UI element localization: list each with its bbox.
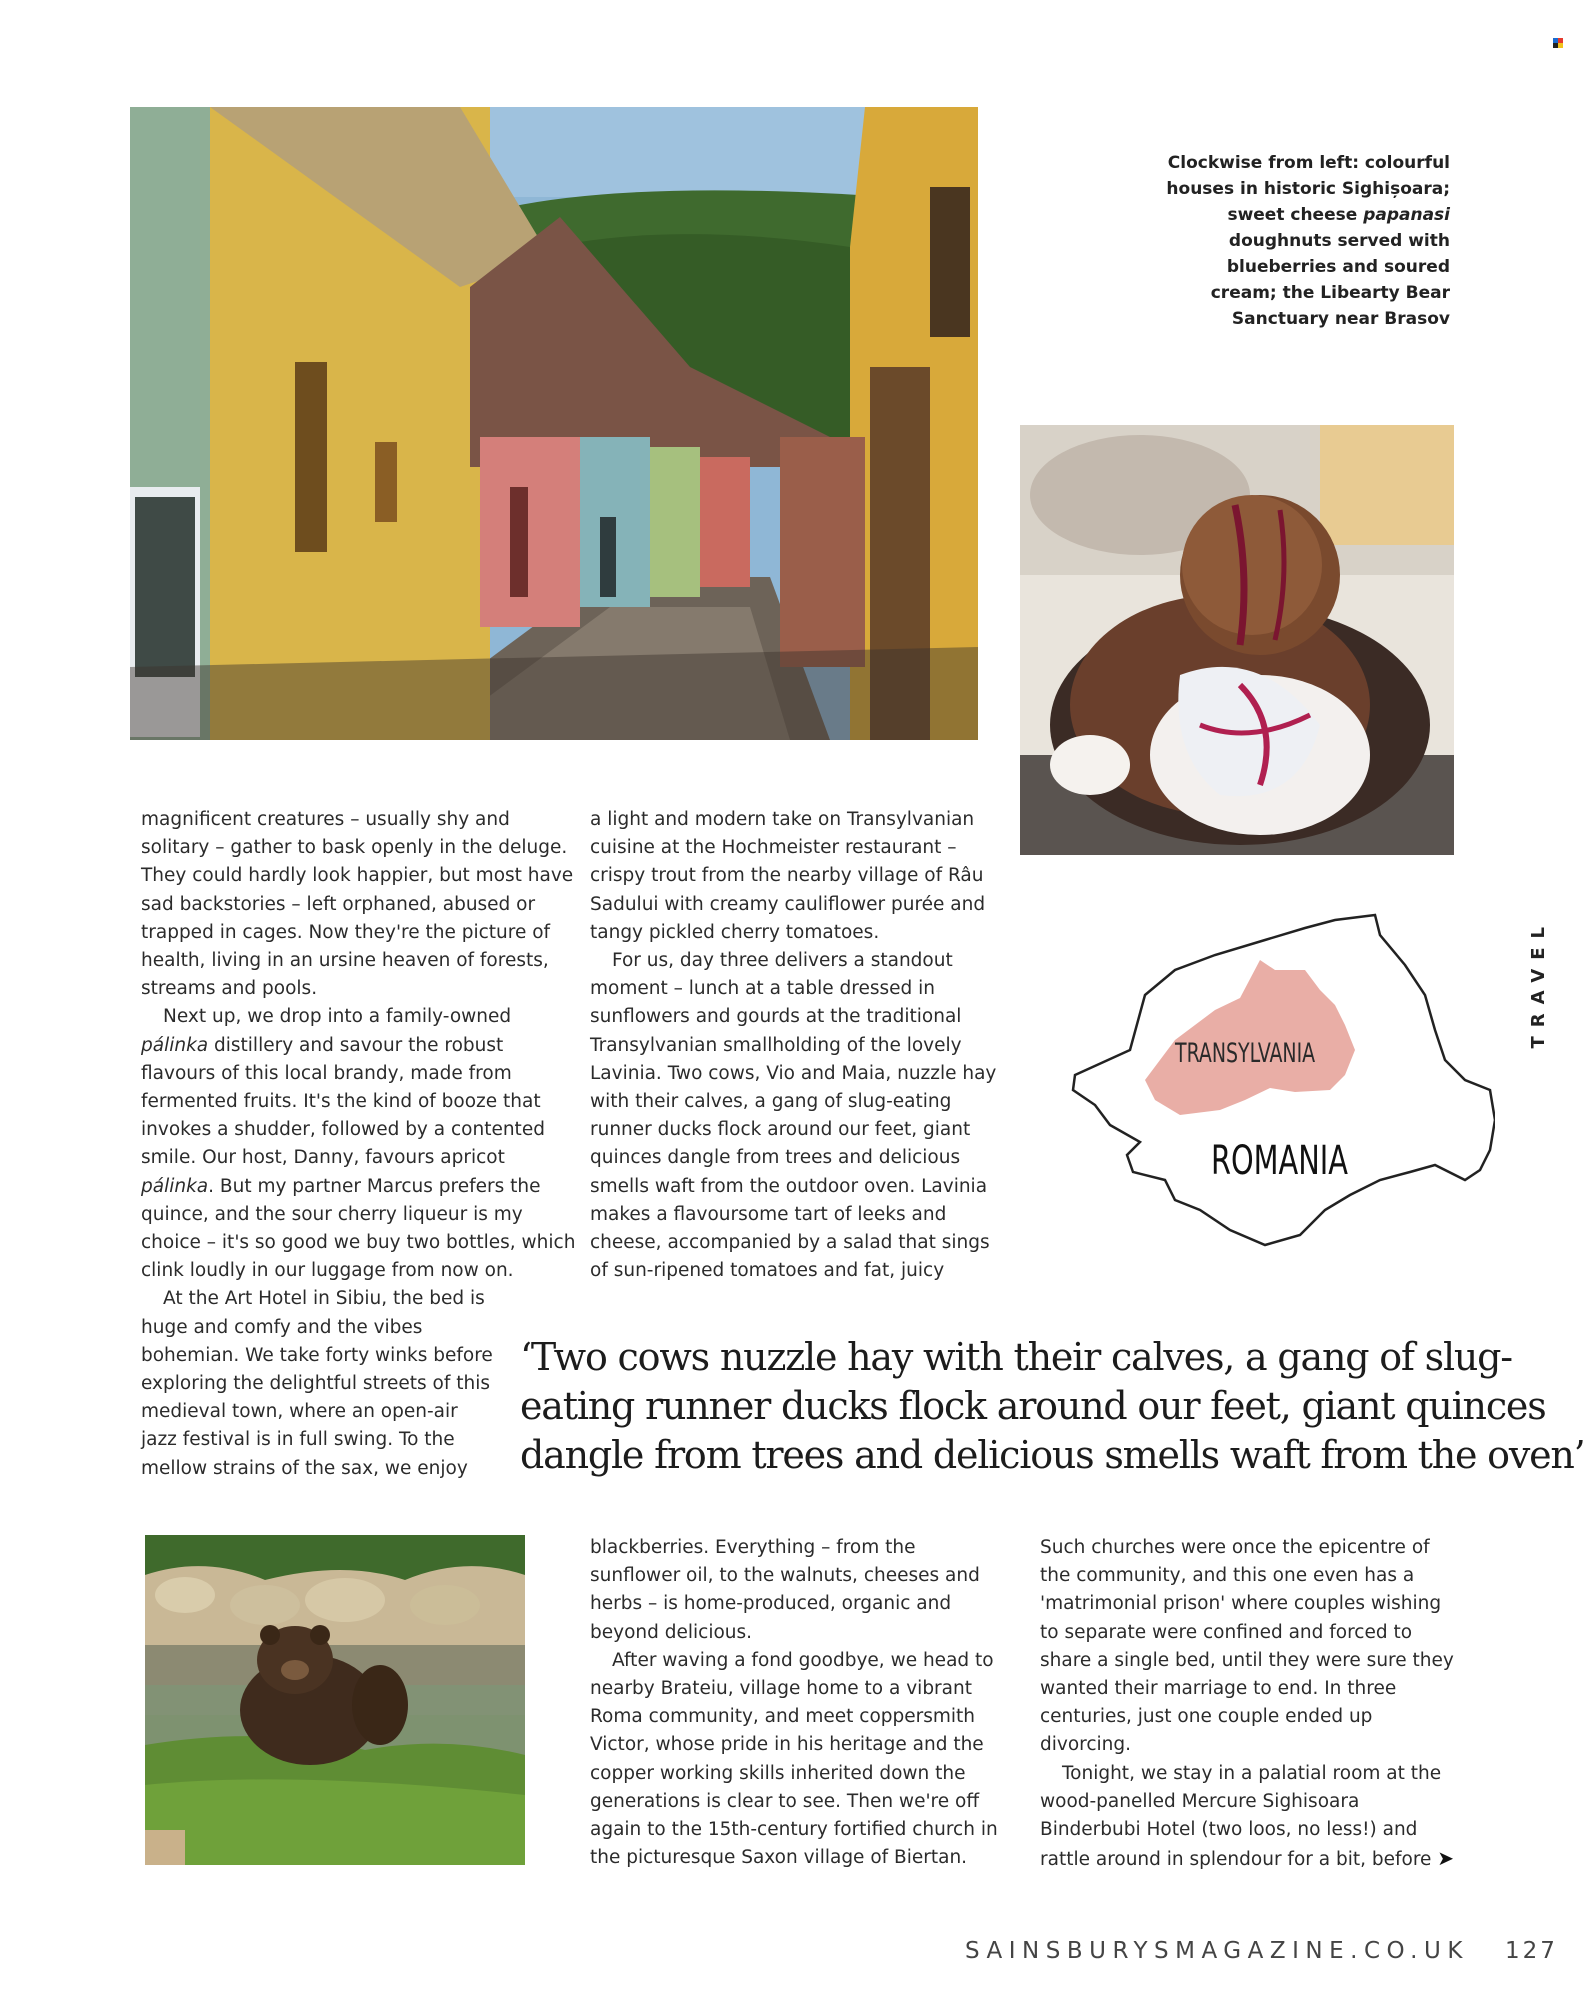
caption-line: Clockwise from left: colourful bbox=[1167, 153, 1450, 173]
pull-quote bbox=[520, 1333, 1585, 1480]
paragraph: After waving a fond goodbye, we head to nearby Brateiu, village home to a vibrant Roma community, and meet coppersmith Victor, whose pride in his heritage and the copper working skills inherited down the generations is clear to see. Then we're off again to the 15th-century fortified church in the picturesque Saxon village of Biertan. bbox=[590, 1649, 998, 1869]
text-run: Next up, we drop into a family-owned bbox=[163, 1006, 512, 1028]
caption-text: sweet cheese bbox=[1227, 205, 1364, 225]
footer-website: SAINSBURYSMAGAZINE.CO.UK bbox=[965, 1938, 1469, 1964]
text-run: Tonight, we stay in a palatial room at the wood-panelled Mercure Sighisoara Binderbubi Hotel (two loos, no less!) and rattle around in splendour for a bit, before bbox=[1040, 1762, 1442, 1871]
bear-sanctuary-photo bbox=[145, 1535, 525, 1865]
text-run: distillery and savour the robust flavours of this local brandy, made from fermented fruits. It's the kind of booze that invokes a shudder, followed by a contented smile. Our host, Danny, favours apricot bbox=[141, 1034, 545, 1169]
text-run: . But my partner Marcus prefers the quince, and the sour cherry liqueur is my choice – it's so good we buy two bottles, which clink loudly in our luggage from now on. bbox=[141, 1175, 576, 1282]
caption-line: blueberries and soured bbox=[1226, 257, 1450, 277]
paragraph bbox=[1040, 1760, 1460, 1875]
pull-quote-line: ‘Two cows nuzzle hay with their calves, a gang of slug- bbox=[520, 1335, 1512, 1379]
paragraph: blackberries. Everything – from the sunflower oil, to the walnuts, cheeses and herbs – is home-produced, organic and beyond delicious. bbox=[590, 1537, 980, 1643]
map-label-romania: ROMANIA bbox=[1211, 1138, 1348, 1184]
corner-color-mark bbox=[1553, 38, 1563, 48]
paragraph: At the Art Hotel in Sibiu, the bed is huge and comfy and the vibes bohemian. We take forty winks before exploring the delightful streets of this medieval town, where an open-air jazz festival is in full swing. To the mellow strains of the sax, we enjoy bbox=[141, 1288, 493, 1479]
paragraph: Such churches were once the epicentre of the community, and this one even has a 'matrimonial prison' where couples wishing to separate were confined and forced to share a single bed, until they were sure they wanted their marriage to end. In three centuries, just one couple ended up divorcing. bbox=[1040, 1537, 1454, 1756]
body-column-1 bbox=[141, 806, 581, 1483]
romania-map bbox=[1035, 910, 1495, 1250]
pull-quote-line: dangle from trees and delicious smells waft from the oven’ bbox=[520, 1433, 1585, 1477]
section-tab-travel: TRAVEL bbox=[1528, 918, 1549, 1049]
caption-line: doughnuts served with bbox=[1228, 231, 1450, 251]
map-label-transylvania: TRANSYLVANIA bbox=[1175, 1038, 1316, 1069]
caption-line: Sanctuary near Brasov bbox=[1231, 309, 1450, 329]
pull-quote-line: eating runner ducks flock around our feet, giant quinces bbox=[520, 1384, 1546, 1428]
papanasi-doughnut-photo bbox=[1020, 425, 1454, 855]
body-column-3 bbox=[590, 1534, 1010, 1872]
caption-line: cream; the Libearty Bear bbox=[1210, 283, 1450, 303]
photo-caption bbox=[1150, 150, 1450, 332]
paragraph: a light and modern take on Transylvanian cuisine at the Hochmeister restaurant – crispy trout from the nearby village of Râu Sadului with creamy cauliflower purée and tangy pickled cherry tomatoes. bbox=[590, 809, 986, 943]
body-column-2 bbox=[590, 806, 1010, 1285]
caption-line bbox=[1150, 202, 1450, 228]
continue-arrow-icon: ➤ bbox=[1437, 1846, 1455, 1871]
paragraph: For us, day three delivers a standout moment – lunch at a table dressed in sunflowers and gourds at the traditional Transylvanian smallholding of the lovely Lavinia. Two cows, Vio and Maia, nuzzle hay with their calves, a gang of slug-eating runner ducks flock around our feet, giant quinces dangle from trees and delicious smells waft from the outdoor oven. Lavinia makes a flavoursome tart of leeks and cheese, accompanied by a salad that sings of sun-ripened tomatoes and fat, juicy bbox=[590, 950, 997, 1282]
paragraph: magnificent creatures – usually shy and solitary – gather to bask openly in the deluge. They could hardly look happier, but most have sad backstories – left orphaned, abused or trapped in cages. Now they're the picture of health, living in an ursine heaven of forests, streams and pools. bbox=[141, 809, 574, 1000]
caption-line: houses in historic Sighișoara; bbox=[1166, 179, 1450, 199]
body-column-4 bbox=[1040, 1534, 1460, 1874]
italic-term: pálinka bbox=[141, 1175, 209, 1197]
caption-italic-term: papanasi bbox=[1363, 205, 1450, 225]
paragraph bbox=[141, 1003, 581, 1285]
page-number: 127 bbox=[1505, 1938, 1558, 1964]
italic-term: pálinka bbox=[141, 1034, 209, 1056]
sighisoara-street-photo bbox=[130, 107, 978, 740]
